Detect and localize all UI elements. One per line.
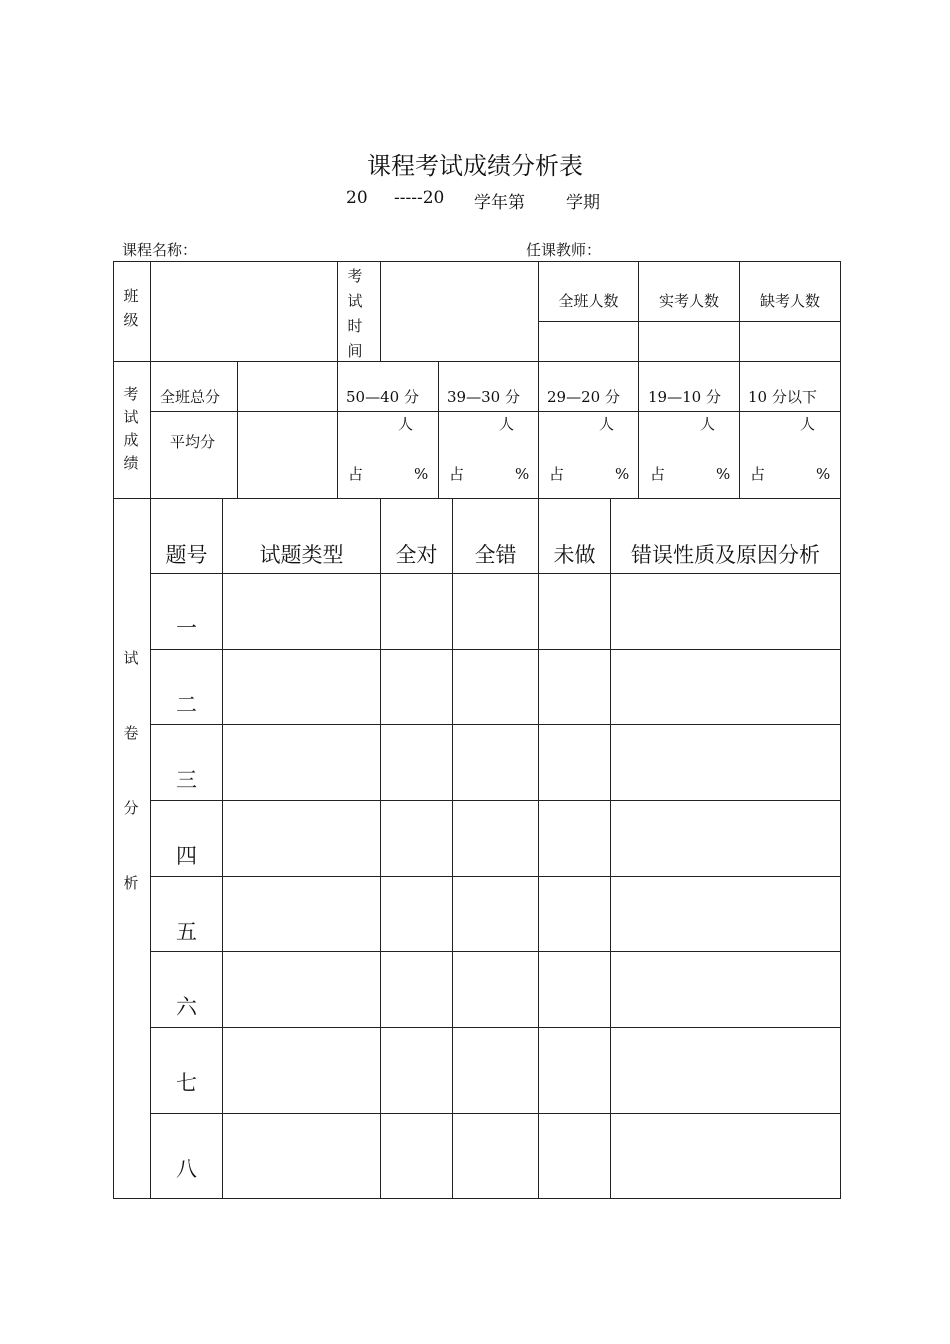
percent-sign: % (816, 465, 831, 483)
range-label-1: 50—40 分 (346, 388, 419, 406)
ratio-label: 占 (750, 465, 766, 483)
range-label-3: 29—20 分 (547, 388, 620, 406)
ratio-label: 占 (650, 465, 666, 483)
term-label: 学期 (566, 193, 600, 213)
question-number: 八 (176, 1157, 197, 1181)
ratio-label: 占 (549, 465, 565, 483)
col-all-wrong: 全错 (474, 543, 517, 567)
range-label-2: 39—30 分 (447, 388, 520, 406)
class-label: 班 级 (123, 287, 139, 329)
person-unit: 人 (800, 415, 816, 433)
question-number: 一 (176, 616, 197, 640)
question-number: 六 (176, 995, 197, 1019)
col-question-number: 题号 (165, 543, 208, 567)
range-label-5: 10 分以下 (748, 388, 817, 406)
actual-students-label: 实考人数 (658, 292, 719, 310)
year-end: -----20 (394, 188, 445, 208)
analysis-section-label: 试 卷 分 析 (123, 649, 139, 892)
course-name-label: 课程名称： (122, 241, 198, 259)
person-unit: 人 (599, 415, 615, 433)
col-not-done: 未做 (553, 543, 596, 567)
total-students-label: 全班人数 (558, 292, 619, 310)
percent-sign: % (414, 465, 429, 483)
class-total-label: 全班总分 (160, 388, 221, 406)
page-title: 课程考试成绩分析表 (367, 152, 583, 180)
person-unit: 人 (398, 415, 414, 433)
teacher-label: 任课教师： (526, 241, 602, 259)
year-label: 学年第 (474, 193, 525, 213)
scores-section-label: 考 试 成 绩 (123, 385, 139, 472)
col-question-type: 试题类型 (259, 543, 344, 567)
exam-time-label: 考 试 时 间 (347, 267, 363, 360)
absent-students-label: 缺考人数 (759, 292, 820, 310)
col-error-analysis: 错误性质及原因分析 (631, 543, 820, 567)
percent-sign: % (716, 465, 731, 483)
person-unit: 人 (700, 415, 716, 433)
ratio-label: 占 (449, 465, 465, 483)
question-number: 二 (176, 693, 197, 717)
percent-sign: % (615, 465, 630, 483)
question-number: 七 (176, 1071, 197, 1095)
question-number: 五 (176, 920, 197, 944)
question-number: 四 (176, 844, 197, 868)
ratio-label: 占 (348, 465, 364, 483)
percent-sign: % (515, 465, 530, 483)
col-all-correct: 全对 (395, 543, 438, 567)
question-number: 三 (176, 768, 197, 792)
year-start: 20 (346, 188, 368, 208)
person-unit: 人 (499, 415, 515, 433)
average-label: 平均分 (170, 433, 216, 451)
range-label-4: 19—10 分 (648, 388, 721, 406)
